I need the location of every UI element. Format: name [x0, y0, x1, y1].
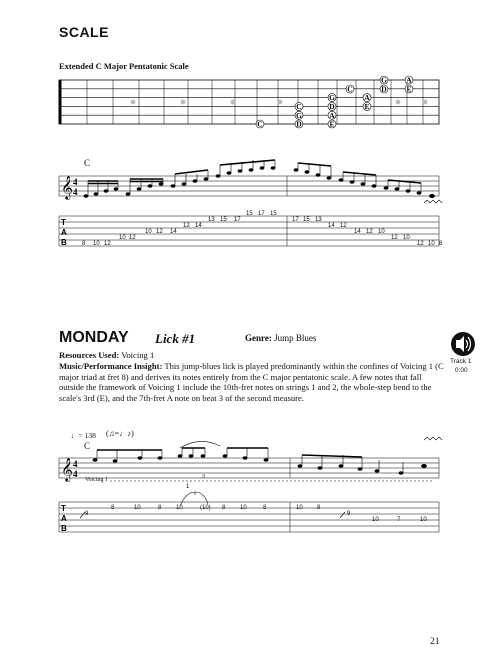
tab-number: 12 — [340, 223, 347, 229]
swing-marking: (♫=♩♪) — [106, 429, 134, 438]
tab-number: 8 — [82, 241, 86, 247]
tab-number: 12 — [417, 241, 424, 247]
tab-number: 12 — [129, 235, 136, 241]
tab-number: 12 — [156, 229, 163, 235]
resources-value: Voicing 1 — [121, 350, 155, 360]
genre-value: Jump Blues — [274, 333, 317, 343]
svg-text:B: B — [61, 238, 67, 247]
fret-note: D — [296, 119, 302, 129]
track-label: Track 1 — [450, 358, 472, 365]
fret-note: E — [329, 119, 335, 129]
tab-number: 8 — [111, 505, 115, 511]
tab-number: 8 — [317, 505, 321, 511]
tab-number: 8 — [439, 241, 443, 247]
tab-number: 10 — [145, 229, 152, 235]
tab-number: 12 — [366, 229, 373, 235]
svg-text:B: B — [61, 524, 67, 533]
tab-number: 10 — [240, 505, 247, 511]
section-title-monday: MONDAY — [59, 329, 129, 346]
tab-number: 10 — [176, 505, 183, 511]
fret-note: E — [406, 84, 412, 94]
lick-title: Lick #1 — [155, 331, 196, 346]
svg-text:A: A — [61, 228, 67, 237]
tab-number: 10 — [134, 505, 141, 511]
tab-number: 13 — [315, 217, 322, 223]
tab-number: 17 — [234, 217, 241, 223]
svg-text:A: A — [61, 514, 67, 523]
fret-note: C — [257, 119, 263, 129]
insight-label: Music/Performance Insight: — [59, 361, 163, 371]
tab-number: 17 — [292, 217, 299, 223]
tab-number: 8 — [158, 505, 162, 511]
svg-text:𝄞: 𝄞 — [61, 457, 73, 481]
tab-number: 10 — [93, 241, 100, 247]
fret-note: G — [329, 93, 335, 102]
fret-note: E — [364, 102, 370, 111]
tab-number: 10 — [378, 229, 385, 235]
fret-note: D — [381, 84, 387, 94]
tab-number: 8 — [222, 505, 226, 511]
lick-chord-symbol: C — [84, 441, 91, 451]
fret-note: D — [329, 102, 335, 111]
tab-number: 10 — [403, 235, 410, 241]
insight — [59, 361, 445, 404]
svg-text:T: T — [61, 504, 66, 513]
tab-number: 10 — [119, 235, 126, 241]
tab-number: 10 — [372, 517, 379, 523]
insight-text-2: A few notes that fall outside the framework of Voicing 1 include the 10th-fret notes on strings 1 and 2, the whole-step bend to the scale's 3rd (E), and the 7th-fret A note on beat 3 of the second measure. — [59, 371, 432, 404]
genre — [245, 333, 316, 343]
fret-note: G — [381, 75, 387, 85]
section-title-scale: SCALE — [59, 24, 109, 40]
page-number: 21 — [430, 637, 440, 647]
scale-chord-symbol: C — [84, 158, 91, 168]
resources-label: Resources Used: — [59, 350, 120, 360]
track-time: 0:00 — [455, 367, 468, 374]
tab-number: 8 — [263, 505, 267, 511]
resources — [59, 350, 154, 360]
fret-note: C — [296, 102, 302, 111]
tab-number: 17 — [258, 211, 265, 217]
insight-text-1: This jump-blues lick is played predominantly within the confines of Voicing 1 (C major triad at fret 8) and derives its notes entirely from the C major pentatonic scale. — [59, 361, 444, 382]
svg-text:4: 4 — [73, 459, 78, 469]
tab-number: 15 — [270, 211, 277, 217]
tab-number: 10 — [296, 505, 303, 511]
tab-number: 9 — [347, 511, 351, 517]
voicing-label: Voicing 1 — [85, 477, 109, 483]
bend-amount: 1 — [186, 484, 190, 490]
fret-note: C — [347, 84, 353, 94]
svg-text:𝄞: 𝄞 — [61, 175, 73, 199]
tab-number: 14 — [170, 229, 177, 235]
tab-number: 12 — [391, 235, 398, 241]
svg-text:4: 4 — [73, 177, 78, 187]
fret-note: G — [296, 110, 302, 120]
tab-number: 12 — [183, 223, 190, 229]
svg-text:3: 3 — [202, 474, 205, 480]
tab-number: 15 — [220, 217, 227, 223]
fret-note: A — [329, 110, 335, 120]
svg-text:4: 4 — [73, 187, 78, 197]
lick-tab-staff — [59, 502, 439, 532]
audio-speaker-icon[interactable] — [451, 332, 475, 356]
tempo-marking: ♩= 138 — [71, 431, 96, 440]
svg-text:T: T — [61, 218, 66, 227]
tab-number: 14 — [328, 223, 335, 229]
tab-number: 9 — [85, 511, 89, 517]
tab-number: 10 — [428, 241, 435, 247]
tab-number: 13 — [208, 217, 215, 223]
tab-number: 12 — [104, 241, 111, 247]
tab-number: 15 — [303, 217, 310, 223]
tab-number: 14 — [195, 223, 202, 229]
tab-number: 10 — [420, 517, 427, 523]
genre-label: Genre: — [245, 333, 272, 343]
tab-number: 15 — [246, 211, 253, 217]
tab-number: (10) — [200, 505, 211, 511]
scale-staff — [59, 176, 439, 196]
svg-text:4: 4 — [73, 469, 78, 479]
fret-note: A — [406, 75, 412, 85]
fret-note: A — [364, 93, 370, 102]
scale-subtitle: Extended C Major Pentatonic Scale — [59, 61, 189, 71]
tab-number: 7 — [397, 517, 401, 523]
tab-number: 14 — [354, 229, 361, 235]
